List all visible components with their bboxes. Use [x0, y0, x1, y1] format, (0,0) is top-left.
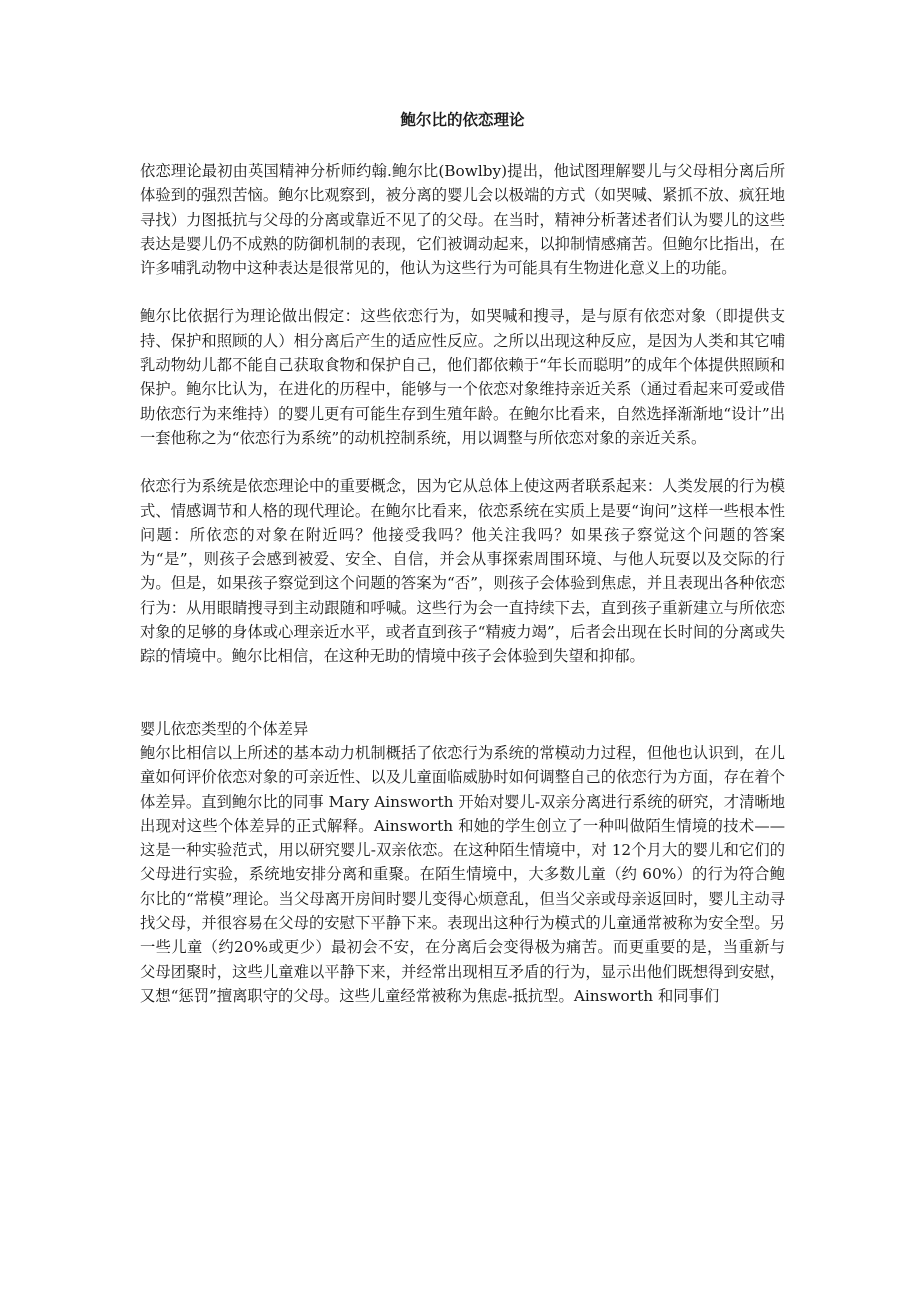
- paragraph-2: 鲍尔比依据行为理论做出假定：这些依恋行为，如哭喊和搜寻，是与原有依恋对象（即提供支持、保护和照顾的人）相分离后产生的适应性反应。之所以出现这种反应，是因为人类和其它哺乳动物幼儿都不能自己获取食物和保护自己，他们都依赖于“年长而聪明”的成年个体提供照顾和保护。鲍尔比认为，在进化的历程中，能够与一个依恋对象维持亲近关系（通过看起来可爱或借助依恋行为来维持）的婴儿更有可能生存到生殖年龄。在鲍尔比看来，自然选择渐渐地“设计”出一套他称之为“依恋行为系统”的动机控制系统，用以调整与所依恋对象的亲近关系。: [140, 307, 785, 447]
- paragraph-gap: [140, 280, 785, 304]
- paragraph-1: 依恋理论最初由英国精神分析师约翰.鲍尔比(Bowlby)提出，他试图理解婴儿与父母相分离后所体验到的强烈苦恼。鲍尔比观察到，被分离的婴儿会以极端的方式（如哭喊、紧抓不放、疯狂地寻找）力图抵抗与父母的分离或靠近不见了的父母。在当时，精神分析著述者们认为婴儿的这些表达是婴儿仍不成熟的防御机制的表现，它们被调动起来，以抑制情感痛苦。但鲍尔比指出，在许多哺乳动物中这种表达是很常见的，他认为这些行为可能具有生物进化意义上的功能。: [140, 162, 785, 278]
- section-gap: [140, 669, 785, 717]
- paragraph-gap: [140, 450, 785, 474]
- document-title: 鲍尔比的依恋理论: [400, 110, 525, 129]
- document-page: [140, 108, 785, 1008]
- paragraph-3: 依恋行为系统是依恋理论中的重要概念，因为它从总体上使这两者联系起来：人类发展的行为模式、情感调节和人格的现代理论。在鲍尔比看来，依恋系统在实质上是要“询问”这样一些根本性问题：所依恋的对象在附近吗？他接受我吗？他关注我吗？如果孩子察觉这个问题的答案为“是”，则孩子会感到被爱、安全、自信，并会从事探索周围环境、与他人玩耍以及交际的行为。但是，如果孩子察觉到这个问题的答案为“否”，则孩子会体验到焦虑，并且表现出各种依恋行为：从用眼睛搜寻到主动跟随和呼喊。这些行为会一直持续下去，直到孩子重新建立与所依恋对象的足够的身体或心理亲近水平，或者直到孩子“精疲力竭”，后者会出现在长时间的分离或失踪的情境中。鲍尔比相信，在这种无助的情境中孩子会体验到失望和抑郁。: [140, 477, 785, 666]
- section-paragraph: 鲍尔比相信以上所述的基本动力机制概括了依恋行为系统的常模动力过程，但他也认识到，在儿童如何评价依恋对象的可亲近性、以及儿童面临威胁时如何调整自己的依恋行为方面，存在着个体差异。直到鲍尔比的同事 Mary Ainsworth 开始对婴儿-双亲分离进行系统的研究，才清晰地出现对这些个体差异的正式解释。Ainsworth 和她的学生创立了一种叫做陌生情境的技术——这是一种实验范式，用以研究婴儿-双亲依恋。在这种陌生情境中，对 12个月大的婴儿和它们的父母进行实验，系统地安排分离和重聚。在陌生情境中，大多数儿童（约 60%）的行为符合鲍尔比的“常模”理论。当父母离开房间时婴儿变得心烦意乱，但当父亲或母亲返回时，婴儿主动寻找父母，并很容易在父母的安慰下平静下来。表现出这种行为模式的儿童通常被称为安全型。另一些儿童（约20%或更少）最初会不安，在分离后会变得极为痛苦。而更重要的是，当重新与父母团聚时，这些儿童难以平静下来，并经常出现相互矛盾的行为，显示出他们既想得到安慰，又想“惩罚”擅离职守的父母。这些儿童经常被称为焦虑-抵抗型。Ainsworth 和同事们: [140, 743, 785, 1005]
- section-heading: 婴儿依恋类型的个体差异: [140, 719, 309, 738]
